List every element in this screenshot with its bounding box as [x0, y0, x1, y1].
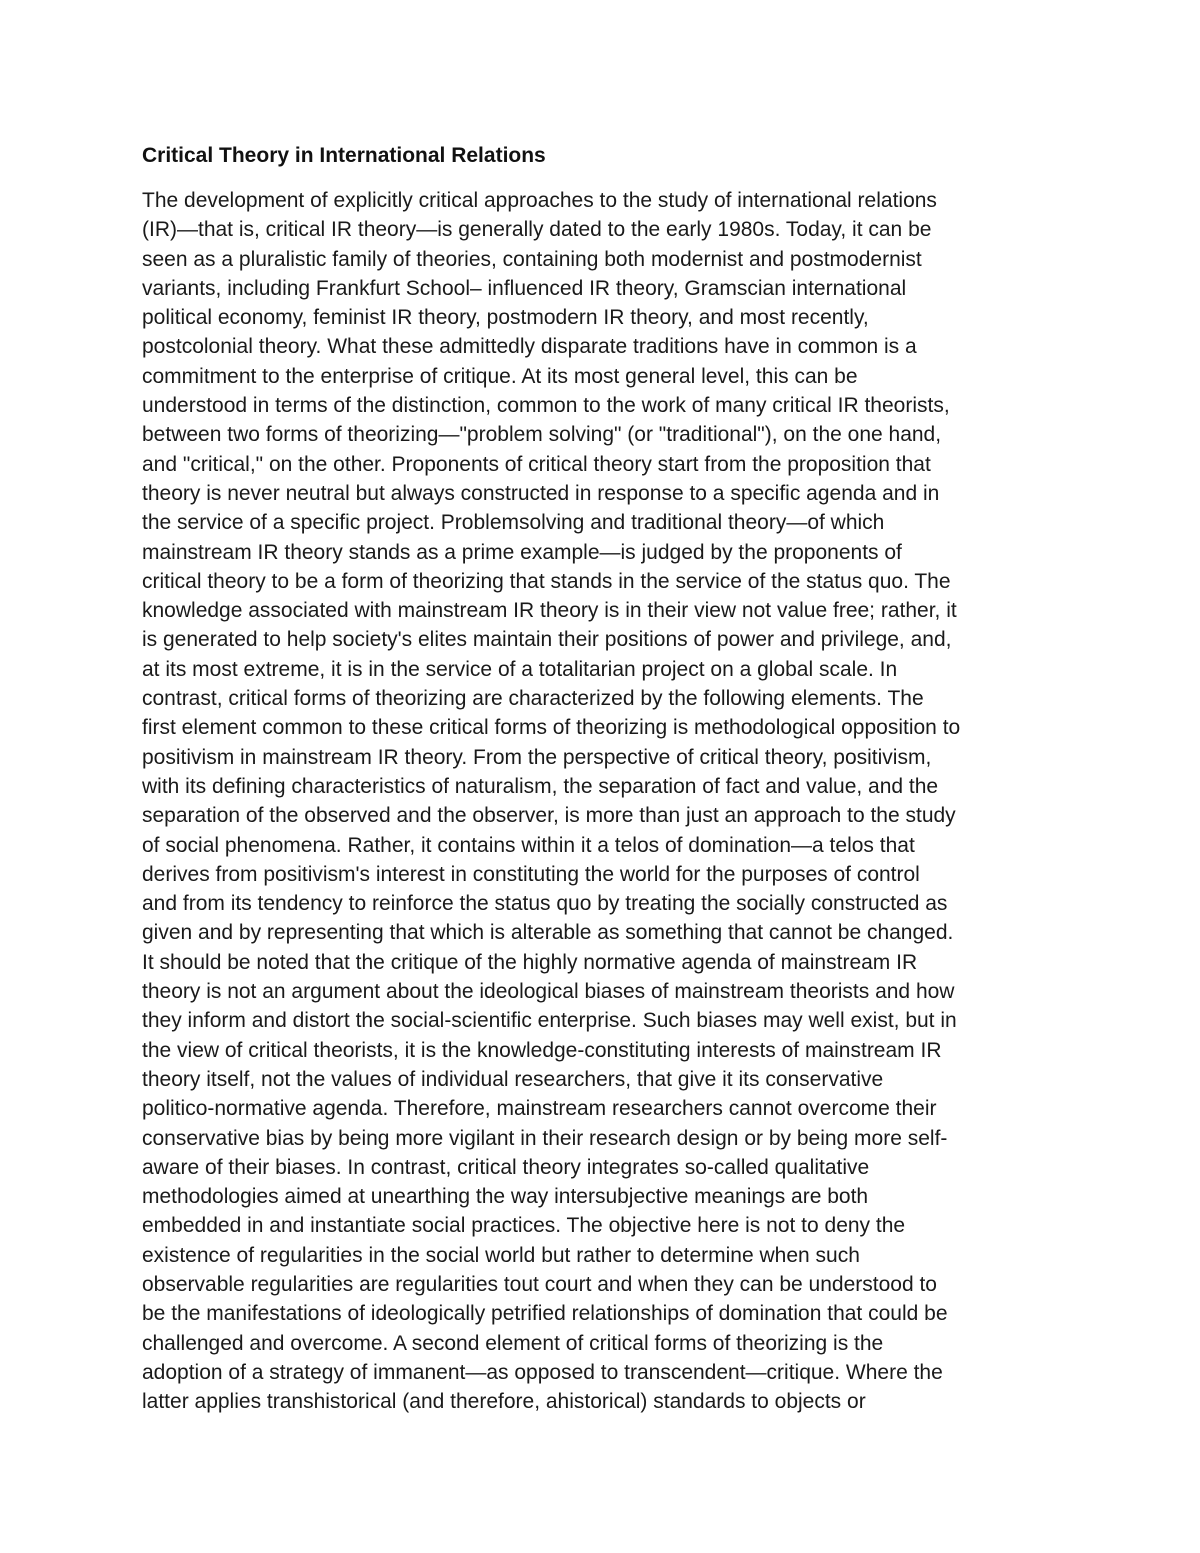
body-line: challenged and overcome. A second element of critical forms of theorizing is the	[142, 1331, 884, 1355]
body-line: observable regularities are regularities tout court and when they can be understood to	[142, 1272, 937, 1296]
body-line: existence of regularities in the social world but rather to determine when such	[142, 1243, 860, 1267]
body-line: postcolonial theory. What these admittedly disparate traditions have in common is a	[142, 335, 917, 359]
body-line: between two forms of theorizing—"problem solving" (or "traditional"), on the one hand,	[142, 423, 942, 447]
body-line: politico-normative agenda. Therefore, mainstream researchers cannot overcome their	[142, 1097, 937, 1121]
body-line: mainstream IR theory stands as a prime example—is judged by the proponents of	[142, 540, 902, 564]
body-line: is generated to help society's elites maintain their positions of power and privilege, and,	[142, 628, 952, 652]
body-line: the service of a specific project. Problemsolving and traditional theory—of which	[142, 511, 885, 535]
body-line: derives from positivism's interest in constituting the world for the purposes of control	[142, 862, 920, 886]
body-line: aware of their biases. In contrast, critical theory integrates so-called qualitative	[142, 1155, 870, 1179]
body-line: commitment to the enterprise of critique. At its most general level, this can be	[142, 364, 858, 388]
body-line: the view of critical theorists, it is the knowledge-constituting interests of mainstream IR	[142, 1038, 942, 1062]
document-body	[142, 186, 1102, 1416]
body-line: The development of explicitly critical approaches to the study of international relations	[142, 189, 937, 212]
body-line: of social phenomena. Rather, it contains within it a telos of domination—a telos that	[142, 833, 915, 857]
body-line: be the manifestations of ideologically petrified relationships of domination that could be	[142, 1302, 948, 1326]
body-line: embedded in and instantiate social practices. The objective here is not to deny the	[142, 1214, 906, 1238]
body-line: they inform and distort the social-scientific enterprise. Such biases may well exist, but in	[142, 1009, 957, 1033]
body-line: seen as a pluralistic family of theories, containing both modernist and postmodernist	[142, 247, 922, 271]
body-line: theory is not an argument about the ideological biases of mainstream theorists and how	[142, 980, 955, 1004]
body-line: knowledge associated with mainstream IR theory is in their view not value free; rather, it	[142, 599, 957, 623]
body-line: contrast, critical forms of theorizing are characterized by the following elements. The	[142, 687, 924, 711]
body-line: first element common to these critical forms of theorizing is methodological opposition to	[142, 716, 961, 740]
body-line: political economy, feminist IR theory, postmodern IR theory, and most recently,	[142, 306, 869, 330]
body-line: variants, including Frankfurt School– influenced IR theory, Gramscian international	[142, 276, 907, 300]
body-line: theory itself, not the values of individual researchers, that give it its conservative	[142, 1067, 884, 1091]
body-line: adoption of a strategy of immanent—as opposed to transcendent—critique. Where the	[142, 1360, 943, 1384]
body-line: understood in terms of the distinction, common to the work of many critical IR theorists,	[142, 394, 950, 418]
body-line: conservative bias by being more vigilant in their research design or by being more self-	[142, 1126, 948, 1150]
body-line: separation of the observed and the observer, is more than just an approach to the study	[142, 804, 956, 828]
document-title: Critical Theory in International Relations	[142, 144, 546, 167]
body-line: critical theory to be a form of theorizing that stands in the service of the status quo. The	[142, 569, 951, 593]
body-line: given and by representing that which is alterable as something that cannot be changed.	[142, 921, 954, 945]
body-line: latter applies transhistorical (and therefore, ahistorical) standards to objects or	[142, 1390, 866, 1414]
body-line: and from its tendency to reinforce the status quo by treating the socially constructed as	[142, 892, 948, 916]
body-line: positivism in mainstream IR theory. From the perspective of critical theory, positivism,	[142, 745, 932, 769]
body-line: and "critical," on the other. Proponents of critical theory start from the proposition that	[142, 452, 931, 476]
body-line: (IR)—that is, critical IR theory—is generally dated to the early 1980s. Today, it can be	[142, 218, 932, 242]
body-line: methodologies aimed at unearthing the way intersubjective meanings are both	[142, 1185, 869, 1209]
body-line: at its most extreme, it is in the service of a totalitarian project on a global scale. In	[142, 657, 898, 681]
body-line: theory is never neutral but always constructed in response to a specific agenda and in	[142, 481, 940, 505]
body-line: It should be noted that the critique of the highly normative agenda of mainstream IR	[142, 950, 918, 974]
body-line: with its defining characteristics of naturalism, the separation of fact and value, and the	[142, 774, 939, 798]
